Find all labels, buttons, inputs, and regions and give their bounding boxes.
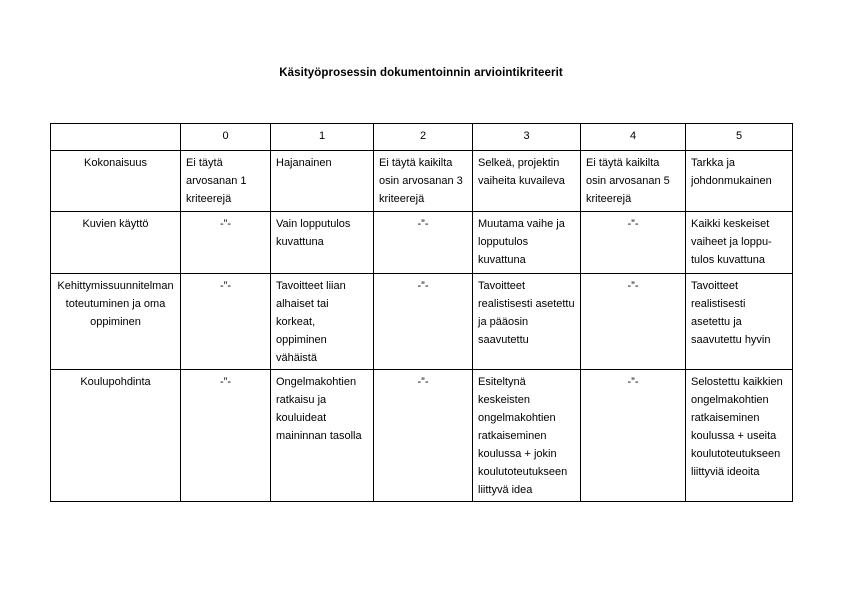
criteria-cell: Tavoitteet liian alhaiset tai korkeat, oppiminen vähäistä — [271, 274, 374, 370]
criteria-cell: Kaikki keskeiset vaiheet ja loppu-tulos kuvattuna — [686, 212, 793, 274]
row-label-kokonaisuus: Kokonaisuus — [51, 151, 181, 212]
criteria-cell: Ei täytä kaikilta osin arvosanan 5 kriteerejä — [581, 151, 686, 212]
table-row-koulupohdinta — [51, 370, 793, 502]
header-cell-empty — [51, 124, 181, 151]
criteria-cell: Selkeä, projektin vaiheita kuvaileva — [473, 151, 581, 212]
rubric-table — [50, 123, 793, 502]
criteria-cell: Hajanainen — [271, 151, 374, 212]
table-row-kuvien-kaytto — [51, 212, 793, 274]
table-row-kokonaisuus — [51, 151, 793, 212]
ditto-cell: -”- — [181, 212, 271, 274]
ditto-cell: -”- — [581, 274, 686, 370]
table-row-kehittymissuunnitelma — [51, 274, 793, 370]
criteria-cell: Tarkka ja johdonmukainen — [686, 151, 793, 212]
criteria-cell: Tavoitteet realistisesti asetettu ja pääosin saavutettu — [473, 274, 581, 370]
header-cell-grade-4: 4 — [581, 124, 686, 151]
header-cell-grade-5: 5 — [686, 124, 793, 151]
ditto-cell: -”- — [581, 370, 686, 502]
criteria-cell: Tavoitteet realistisesti asetettu ja saavutettu hyvin — [686, 274, 793, 370]
ditto-cell: -”- — [181, 274, 271, 370]
criteria-cell: Esiteltynä keskeisten ongelmakohtien ratkaiseminen koulussa + jokin koulutoteutukseen liittyvä idea — [473, 370, 581, 502]
header-cell-grade-1: 1 — [271, 124, 374, 151]
criteria-cell: Selostettu kaikkien ongelmakohtien ratkaiseminen koulussa + useita koulutoteutukseen liittyviä ideoita — [686, 370, 793, 502]
header-cell-grade-0: 0 — [181, 124, 271, 151]
criteria-cell: Ei täytä arvosanan 1 kriteerejä — [181, 151, 271, 212]
criteria-cell: Ei täytä kaikilta osin arvosanan 3 kriteerejä — [374, 151, 473, 212]
table-header-row — [51, 124, 793, 151]
ditto-cell: -”- — [374, 212, 473, 274]
ditto-cell: -”- — [374, 370, 473, 502]
row-label-kehittymissuunnitelma: Kehittymissuunnitelman toteutuminen ja oma oppiminen — [51, 274, 181, 370]
criteria-cell: Ongelmakohtien ratkaisu ja kouluideat maininnan tasolla — [271, 370, 374, 502]
document-title: Käsityöprosessin dokumentoinnin arviointikriteerit — [279, 67, 563, 79]
ditto-cell: -”- — [181, 370, 271, 502]
row-label-kuvien-kaytto: Kuvien käyttö — [51, 212, 181, 274]
row-label-koulupohdinta: Koulupohdinta — [51, 370, 181, 502]
header-cell-grade-2: 2 — [374, 124, 473, 151]
ditto-cell: -”- — [374, 274, 473, 370]
criteria-cell: Vain lopputulos kuvattuna — [271, 212, 374, 274]
criteria-cell: Muutama vaihe ja lopputulos kuvattuna — [473, 212, 581, 274]
ditto-cell: -”- — [581, 212, 686, 274]
header-cell-grade-3: 3 — [473, 124, 581, 151]
